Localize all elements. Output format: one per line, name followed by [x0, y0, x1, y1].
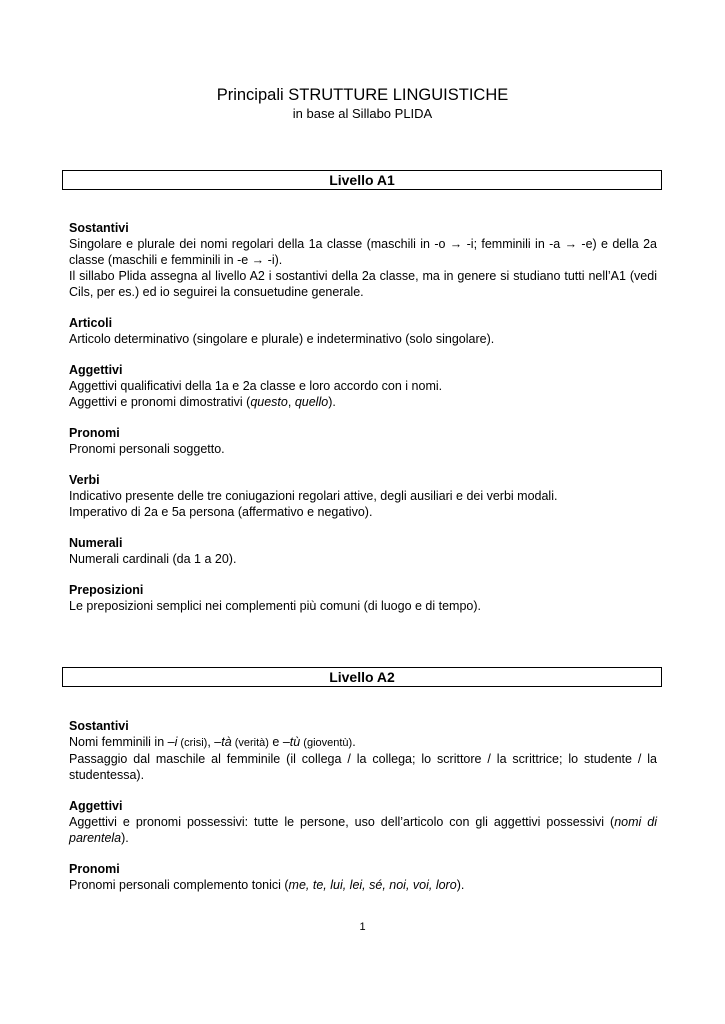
italic-term: quello	[294, 395, 329, 409]
italic-term: questo	[250, 395, 288, 409]
a1-section-verbi	[69, 472, 657, 520]
section-text: Articolo determinativo (singolare e plurale) e indeterminativo (solo singolare).	[69, 332, 495, 346]
text-run: .	[352, 735, 356, 749]
a2-section-aggettivi	[69, 798, 657, 846]
a1-section-sostantivi	[69, 220, 657, 300]
text-run: Aggettivi e pronomi possessivi: tutte le persone, uso dell’articolo con gli aggettivi possessivi (	[69, 815, 615, 829]
italic-term: –i	[167, 735, 178, 749]
document-title: Principali STRUTTURE LINGUISTICHE	[216, 86, 509, 104]
example-word: (gioventù)	[300, 737, 353, 749]
italic-term: –tà	[214, 735, 232, 749]
section-text	[69, 877, 657, 893]
section-text: Aggettivi qualificativi della 1a e 2a classe e loro accordo con i nomi.	[69, 379, 443, 393]
text-run: Nomi femminili in	[69, 735, 168, 749]
text-run: e	[268, 735, 283, 749]
a1-section-numerali	[69, 535, 657, 567]
document-subtitle: in base al Sillabo PLIDA	[292, 106, 433, 121]
a1-section-pronomi	[69, 425, 657, 457]
section-text: Imperativo di 2a e 5a persona (affermativo e negativo).	[69, 505, 373, 519]
level-a2-content	[69, 718, 657, 908]
text-run: Aggettivi e pronomi dimostrativi (	[69, 395, 251, 409]
example-word: (verità)	[231, 737, 269, 749]
section-heading: Aggettivi	[69, 799, 123, 813]
section-heading: Articoli	[69, 316, 113, 330]
text-run: ,	[207, 735, 215, 749]
section-heading: Pronomi	[69, 426, 120, 440]
text-run: ).	[121, 831, 129, 845]
level-a1-content	[69, 220, 657, 629]
section-heading: Aggettivi	[69, 363, 123, 377]
section-heading: Pronomi	[69, 862, 120, 876]
section-text: Passaggio dal maschile al femminile (il collega / la collega; lo scrittore / la scrittrice; lo studente / la studentessa).	[69, 752, 657, 782]
a2-section-sostantivi	[69, 718, 657, 783]
a1-section-aggettivi	[69, 362, 657, 410]
italic-term: nomi di parentela	[69, 815, 657, 845]
text-run: ).	[456, 878, 465, 892]
section-text: Singolare e plurale dei nomi regolari della 1a classe (maschili in -o → -i; femminili in -a → -e) e della 2a classe (maschili e femminili in -e → -i).	[69, 237, 657, 267]
section-heading: Sostantivi	[69, 221, 129, 235]
page-number: 1	[359, 921, 366, 933]
italic-term: –tù	[282, 735, 301, 749]
section-heading: Verbi	[69, 473, 100, 487]
section-text	[69, 814, 657, 846]
level-a2-header: Livello A2	[62, 667, 662, 687]
level-a1-header: Livello A1	[62, 170, 662, 190]
text-run: Pronomi personali complemento tonici (	[69, 878, 289, 892]
a2-section-pronomi	[69, 861, 657, 893]
section-text: Le preposizioni semplici nei complementi più comuni (di luogo e di tempo).	[69, 599, 482, 613]
text-run: ).	[328, 395, 336, 409]
section-text	[69, 734, 657, 751]
a1-section-preposizioni	[69, 582, 657, 614]
example-word: (crisi)	[177, 737, 208, 749]
section-heading: Preposizioni	[69, 583, 144, 597]
text-run: ,	[287, 395, 295, 409]
a1-section-articoli	[69, 315, 657, 347]
section-text: Numerali cardinali (da 1 a 20).	[69, 552, 237, 566]
section-heading: Numerali	[69, 536, 123, 550]
section-text	[69, 394, 657, 410]
section-text: Pronomi personali soggetto.	[69, 442, 225, 456]
section-text: Il sillabo Plida assegna al livello A2 i sostantivi della 2a classe, ma in genere si studiano tutti nell’A1 (vedi Cils, per es.) ed io seguirei la consuetudine generale.	[69, 269, 657, 299]
italic-term: me, te, lui, lei, sé, noi, voi, loro	[288, 878, 457, 892]
section-heading: Sostantivi	[69, 719, 129, 733]
section-text: Indicativo presente delle tre coniugazioni regolari attive, degli ausiliari e dei verbi modali.	[69, 489, 558, 503]
